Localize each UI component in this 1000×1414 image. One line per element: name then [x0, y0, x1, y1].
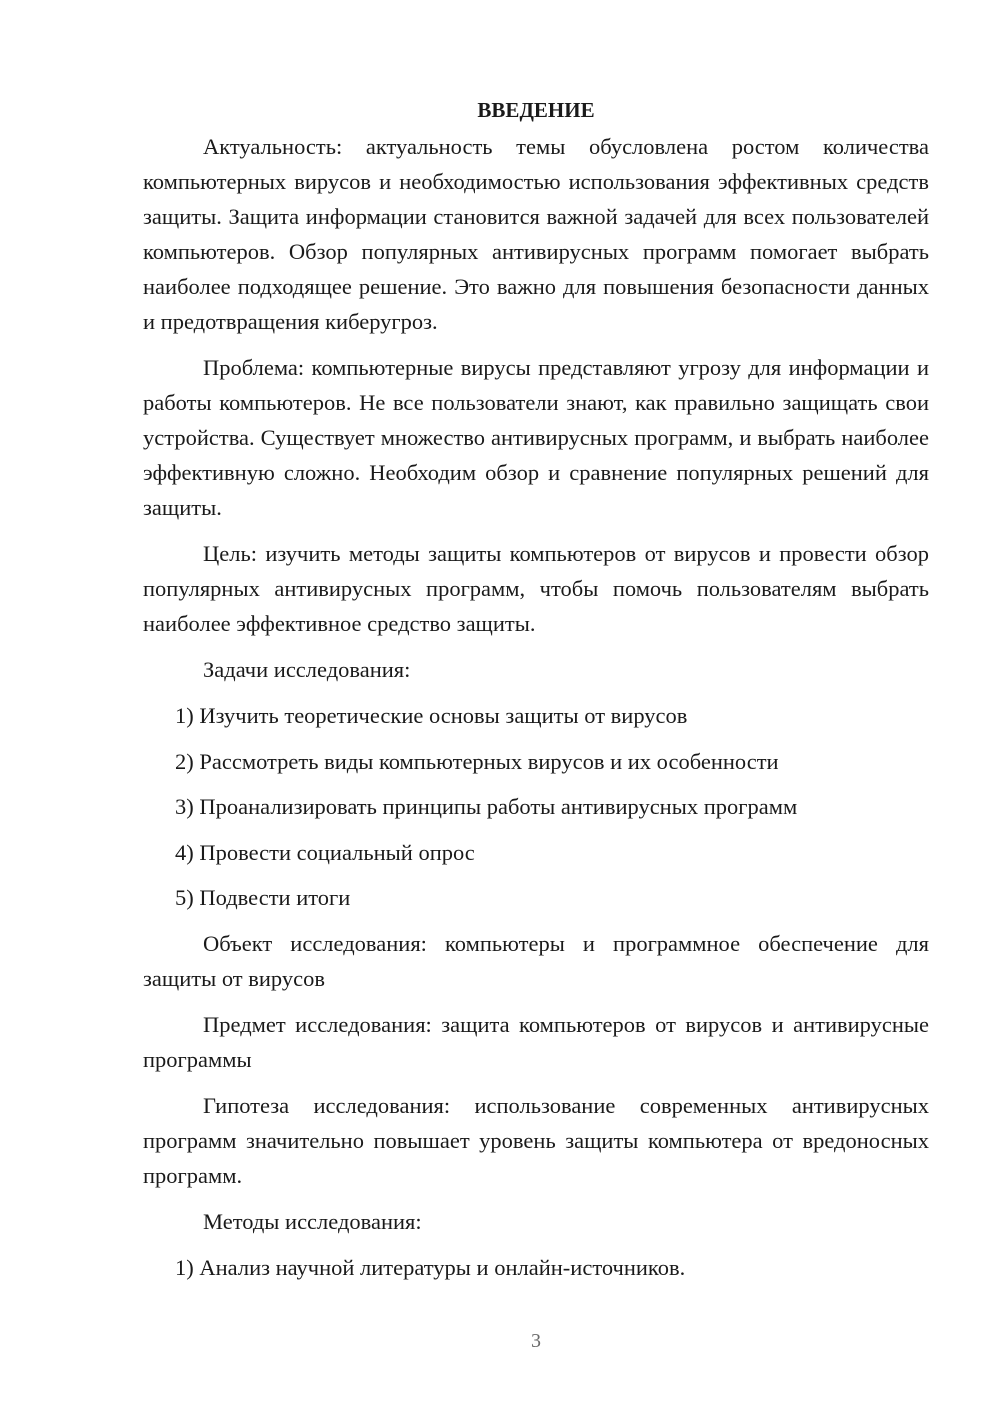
hypothesis-paragraph: Гипотеза исследования: использование современных антивирусных программ значительно повышает уровень защиты компьютера от вредоносных программ. [143, 1092, 929, 1188]
section-heading: ВВЕДЕНИЕ [477, 98, 595, 122]
tasks-title: Задачи исследования: [203, 657, 411, 682]
tasks-list [143, 698, 929, 915]
subject-paragraph: Предмет исследования: защита компьютеров от вирусов и антивирусные программы [143, 1011, 929, 1072]
task-item: 4) Провести социальный опрос [175, 839, 475, 865]
object-paragraph: Объект исследования: компьютеры и программное обеспечение для защиты от вирусов [143, 930, 929, 991]
document-page [143, 93, 929, 1295]
problem-paragraph: Проблема: компьютерные вирусы представляют угрозу для информации и работы компьютеров. Не все пользователи знают, как правильно защищать свои устройства. Существует множество антивирусных программ, и выбрать наиболее эффективную сложно. Необходим обзор и сравнение популярных решений для защиты. [143, 355, 929, 520]
method-item: 1) Анализ научной литературы и онлайн-источников. [175, 1254, 686, 1280]
relevance-paragraph: Актуальность: актуальность темы обусловлена ростом количества компьютерных вирусов и необходимостью использования эффективных средств защиты. Защита информации становится важной задачей для всех пользователей компьютеров. Обзор популярных антивирусных программ помогает выбрать наиболее подходящее решение. Это важно для повышения безопасности данных и предотвращения киберугроз. [143, 134, 929, 334]
task-item: 1) Изучить теоретические основы защиты от вирусов [175, 703, 688, 728]
task-item: 2) Рассмотреть виды компьютерных вирусов и их особенности [175, 748, 779, 774]
methods-list [143, 1250, 929, 1285]
methods-title: Методы исследования: [203, 1208, 422, 1234]
task-item: 5) Подвести итоги [175, 885, 351, 910]
goal-paragraph: Цель: изучить методы защиты компьютеров от вирусов и провести обзор популярных антивирусных программ, чтобы помочь пользователям выбрать наиболее эффективное средство защиты. [143, 541, 929, 636]
page-number: 3 [531, 1330, 541, 1352]
task-item: 3) Проанализировать принципы работы антивирусных программ [175, 794, 798, 819]
